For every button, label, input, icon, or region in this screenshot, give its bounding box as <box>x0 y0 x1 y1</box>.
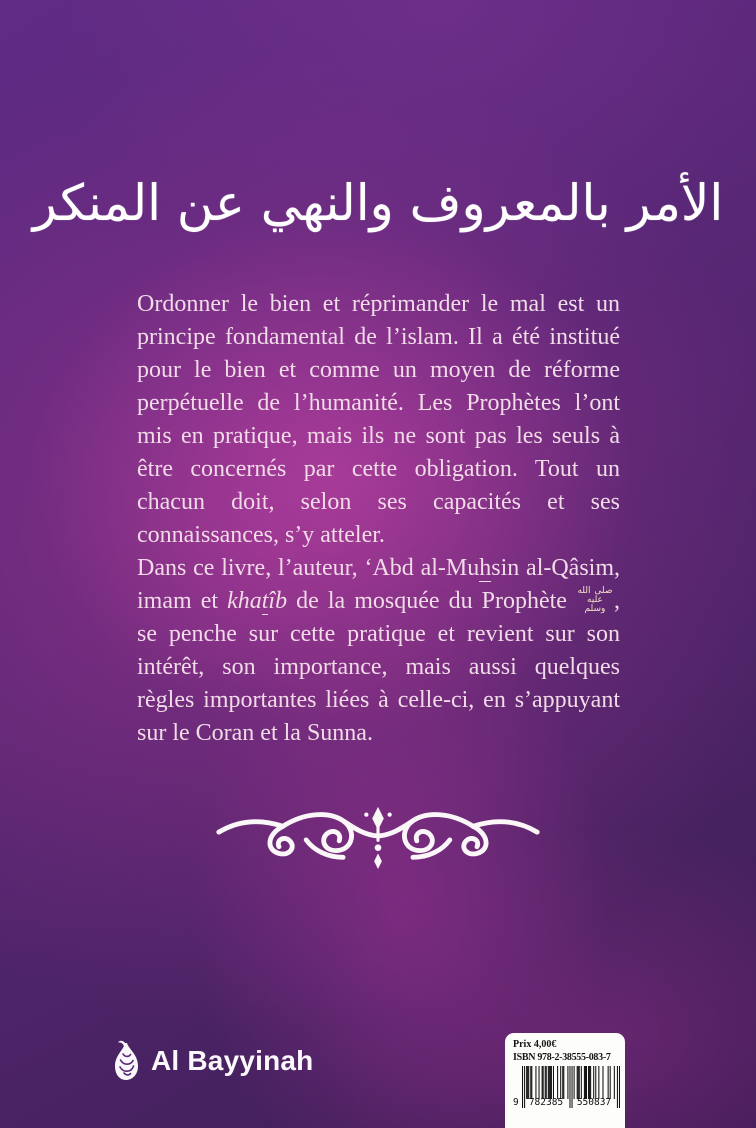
khatib-term: îb <box>268 588 288 614</box>
body-paragraph-2 <box>137 552 620 750</box>
price-text: Prix 4,00€ <box>513 1039 557 1050</box>
body-paragraph-1: Ordonner le bien et réprimander le mal est un principe fondamental de l’islam. Il a été institué pour le bien et comme un moyen de réforme perpétuelle de l’humanité. Les Prophètes l’ont mis en pratique, mais ils ne sont pas les seuls à être concernés par cette obligation. Tout un chacun doit, selon ses capacités et ses connaissances, s’y atteler. <box>137 291 620 548</box>
paragraph2-text: Dans ce livre, l’auteur, ‘Abd al-Mu <box>137 555 480 581</box>
decorative-flourish <box>213 796 543 876</box>
publisher-logo <box>111 1038 313 1083</box>
barcode-digit-group: 782385 <box>528 1097 564 1108</box>
barcode-label <box>505 1033 625 1128</box>
khatib-term-underlined-letter: t <box>261 588 269 614</box>
flourish-center-fleur <box>364 807 392 869</box>
paragraph2-text: , se penche sur cette pratique et revient sur son intérêt, son importance, mais aussi quelques règles importantes liées à celle-ci, en s’appuyant sur le Coran et la Sunna. <box>137 588 620 746</box>
barcode-digit-group: 9 <box>513 1097 519 1108</box>
author-name-underlined-letter: h <box>479 555 492 581</box>
barcode-digits <box>513 1098 619 1108</box>
arabic-calligraphy-title: الأمر بالمعروف والنهي عن المنكر <box>32 174 724 232</box>
prophet-blessing-calligraphy: صلى الله عليه وسلم <box>577 585 613 614</box>
isbn-text: ISBN 978-2-38555-083-7 <box>513 1052 611 1063</box>
publisher-name: Al Bayyinah <box>151 1044 314 1076</box>
description-text <box>137 288 620 750</box>
khatib-term: kha <box>227 588 262 614</box>
publisher-emblem-icon <box>111 1038 142 1083</box>
paragraph2-text: de la mosquée du Prophète <box>287 588 576 614</box>
paragraph2-text: sin al-Qâsim, imam et <box>137 555 621 614</box>
barcode-digit-group: 550837 <box>576 1097 612 1108</box>
